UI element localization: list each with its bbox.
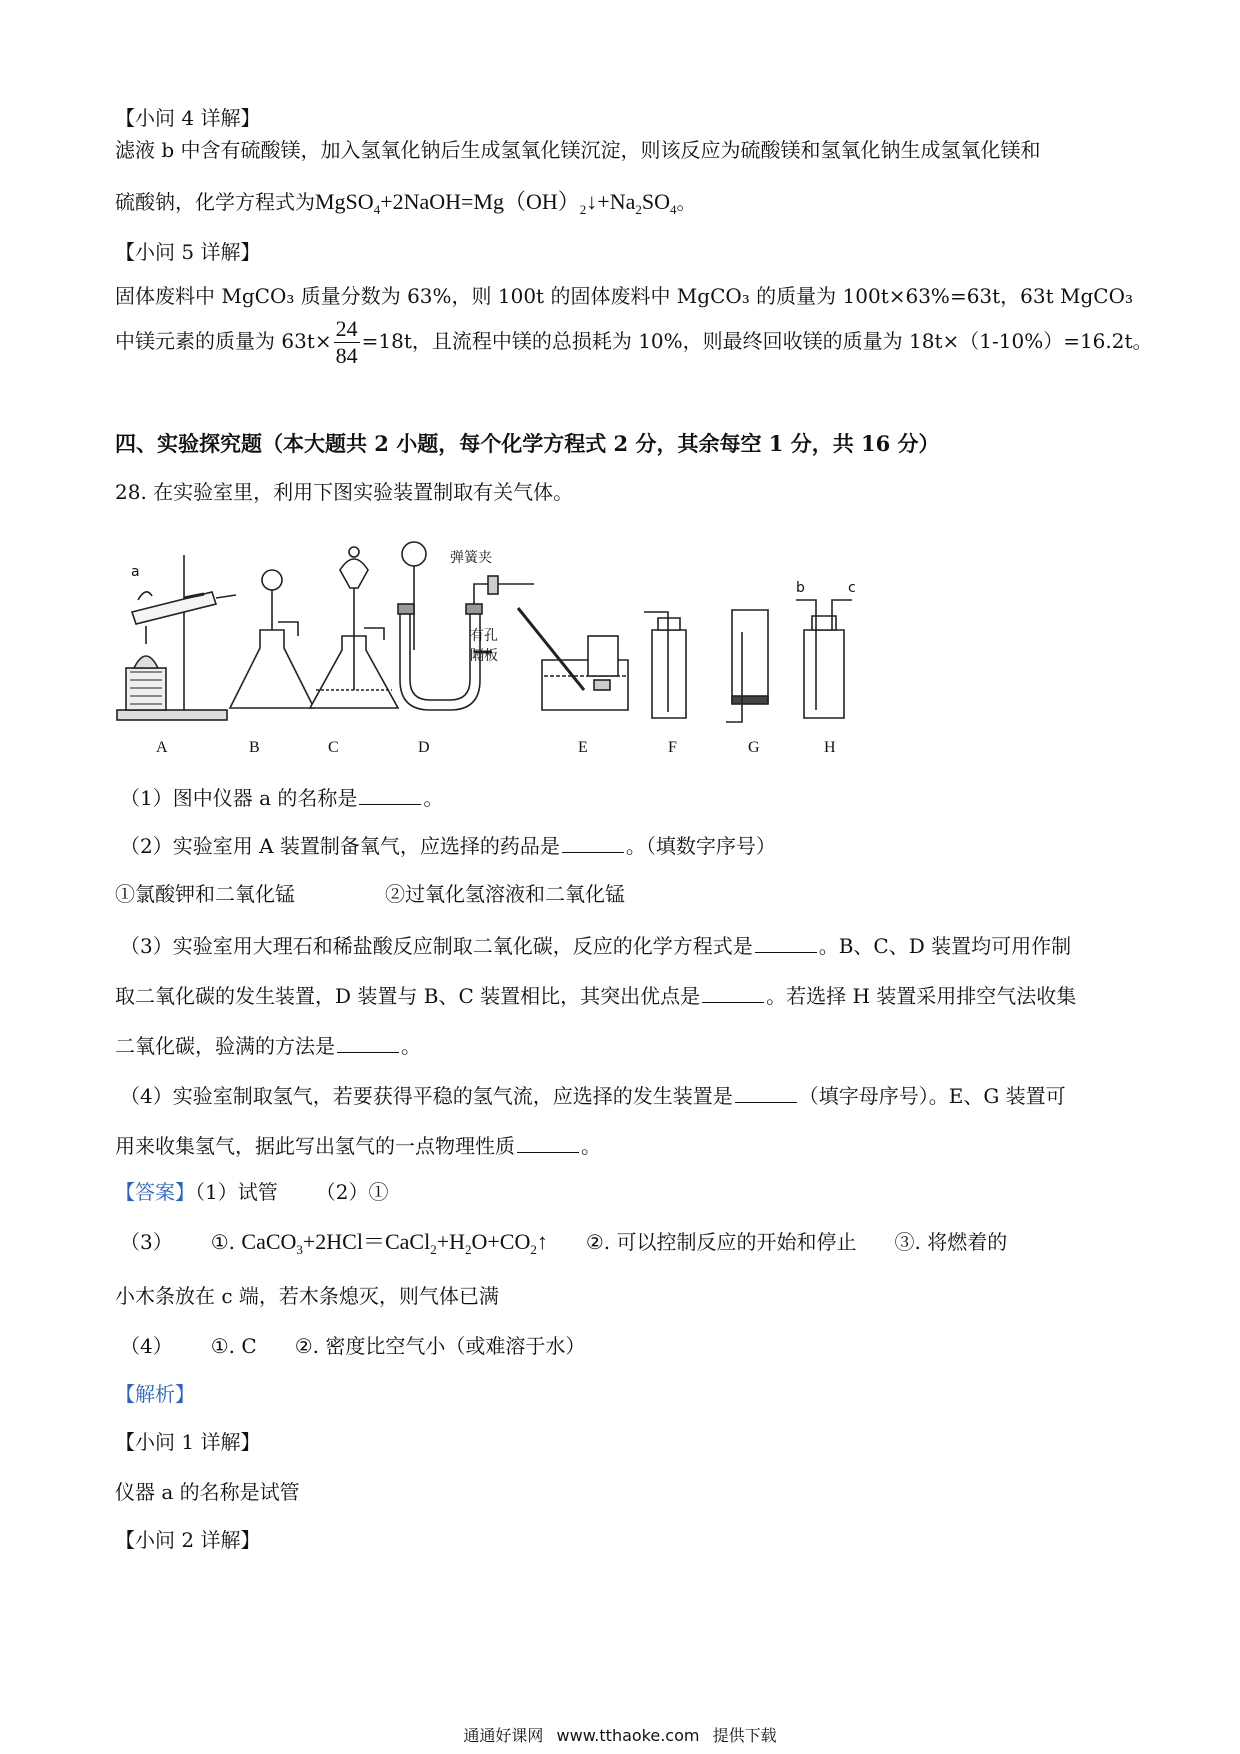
q28-stem: 28. 在实验室里，利用下图实验装置制取有关气体。 <box>115 480 574 504</box>
sub5-heading: 【小问 5 详解】 <box>115 240 261 264</box>
apparatus-g-drawing <box>726 610 768 722</box>
label-a: a <box>131 564 140 580</box>
part1-text: （1）图中仪器 a 的名称是 <box>120 786 358 810</box>
part1-blank <box>359 786 421 805</box>
answer-4a: ①. C <box>210 1334 257 1358</box>
mgso4-equation: $MgSO_4+2NaOH=Mg(OH)_2↓+Na_2SO_4$ <box>315 189 677 217</box>
q28-part2 <box>120 830 776 862</box>
analysis-label: 【解析】 <box>115 1382 195 1406</box>
q28-part4-line1 <box>120 1080 1066 1112</box>
label-c: c <box>848 580 856 596</box>
part4-text-1-suffix: （填字母序号）。E、G 装置可 <box>798 1084 1066 1108</box>
answer-line-3 <box>120 1226 1007 1261</box>
page-footer <box>0 1723 1240 1746</box>
q28-part3-line1 <box>120 930 1071 962</box>
sub4-heading: 【小问 4 详解】 <box>115 106 261 130</box>
part2-suffix: 。（填数字序号） <box>625 834 776 858</box>
option-1: ①氯酸钾和二氧化锰 <box>115 882 295 906</box>
apparatus-h-drawing <box>796 600 852 718</box>
part3-blank-1 <box>755 934 817 953</box>
apparatus-label-g: G <box>748 739 760 756</box>
answer-3-continued: 小木条放在 c 端，若木条熄灭，则气体已满 <box>115 1284 499 1308</box>
part4-blank-2 <box>517 1134 579 1153</box>
footer-tail: 提供下载 <box>712 1726 777 1745</box>
q28-options <box>115 878 625 910</box>
apparatus-label-c: C <box>328 739 339 756</box>
answer-4-label: （4） <box>120 1334 173 1358</box>
sub5-text-line2 <box>115 316 1153 369</box>
part3-text-2-suffix: 。若选择 H 装置采用排空气法收集 <box>766 984 1077 1008</box>
part3-text-1-suffix: 。B、C、D 装置均可用作制 <box>818 934 1072 958</box>
sub2-heading: 【小问 2 详解】 <box>115 1528 261 1552</box>
apparatus-label-b: B <box>249 739 260 756</box>
answer-3c: ③. 将燃着的 <box>894 1230 1008 1254</box>
part4-text-2-suffix: 。 <box>581 1134 601 1158</box>
apparatus-c-drawing <box>310 547 398 708</box>
fraction-numerator: 24 <box>335 316 358 341</box>
q28-part3-line3 <box>115 1030 421 1062</box>
label-plate-line1: 有孔 <box>470 628 498 644</box>
sub1-text: 仪器 a 的名称是试管 <box>115 1480 300 1504</box>
part2-text: （2）实验室用 A 装置制备氧气，应选择的药品是 <box>120 834 560 858</box>
section-heading: 四、实验探究题（本大题共 2 小题，每个化学方程式 2 分，其余每空 1 分，共 16 分） <box>115 431 940 456</box>
sub4-line2-prefix: 硫酸钠，化学方程式为 <box>115 190 315 214</box>
apparatus-label-h: H <box>824 739 836 756</box>
q28-part3-line2 <box>115 980 1076 1012</box>
caco3-equation: $CaCO_3+2HCl=CaCl_2+H_2O+CO_2↑$ <box>241 1229 548 1257</box>
sub5-text-line1: 固体废料中 MgCO₃ 质量分数为 63%，则 100t 的固体废料中 MgCO₃ 的质量为 100t×63%=63t，63t MgCO₃ <box>115 284 1134 308</box>
apparatus-label-f: F <box>668 739 677 756</box>
label-b: b <box>796 580 805 596</box>
apparatus-d-drawing <box>398 542 534 710</box>
sub1-heading: 【小问 1 详解】 <box>115 1430 261 1454</box>
part4-text-2: 用来收集氢气，据此写出氢气的一点物理性质 <box>115 1134 515 1158</box>
answer-line-4 <box>120 1330 585 1362</box>
apparatus-b-drawing <box>230 570 314 708</box>
part3-text-3: 二氧化碳，验满的方法是 <box>115 1034 335 1058</box>
apparatus-figure <box>112 540 972 760</box>
answer-3-label: （3） <box>120 1230 173 1254</box>
part3-text-3-suffix: 。 <box>401 1034 421 1058</box>
part1-suffix: 。 <box>423 786 444 810</box>
footer-url[interactable]: www.tthaoke.com <box>556 1726 700 1745</box>
sub4-text-line1: 滤液 b 中含有硫酸镁，加入氢氧化钠后生成氢氧化镁沉淀，则该反应为硫酸镁和氢氧化钠生成氢氧化镁和 <box>115 138 1041 162</box>
apparatus-f-drawing <box>644 612 686 718</box>
answer-line-1 <box>115 1176 388 1208</box>
answer-2: （2）① <box>315 1180 389 1204</box>
part3-text-2: 取二氧化碳的发生装置，D 装置与 B、C 装置相比，其突出优点是 <box>115 984 701 1008</box>
footer-site-name: 通通好课网 <box>463 1726 544 1745</box>
sub5-line2-prefix: 中镁元素的质量为 63t× <box>115 329 332 353</box>
option-2: ②过氧化氢溶液和二氧化锰 <box>385 882 625 906</box>
label-spring-clamp: 弹簧夹 <box>450 550 492 566</box>
part2-blank <box>562 834 624 853</box>
sub5-line2-suffix: =18t，且流程中镁的总损耗为 10%，则最终回收镁的质量为 18t×（1-10%）=16.2t。 <box>361 329 1153 353</box>
answer-3b: ②. 可以控制反应的开始和停止 <box>585 1230 857 1254</box>
sub4-line2-suffix: 。 <box>676 190 697 214</box>
q28-part1 <box>120 782 443 814</box>
apparatus-label-a: A <box>156 739 168 756</box>
part4-text-1: （4）实验室制取氢气，若要获得平稳的氢气流，应选择的发生装置是 <box>120 1084 733 1108</box>
answer-label: 【答案】 <box>115 1180 195 1204</box>
fraction-denominator: 84 <box>335 343 358 368</box>
label-plate-line2: 隔板 <box>470 648 498 664</box>
answer-3a-prefix: ①. <box>210 1230 242 1254</box>
part4-blank-1 <box>735 1084 797 1103</box>
answer-4b: ②. 密度比空气小（或难溶于水） <box>294 1334 586 1358</box>
part3-blank-3 <box>337 1034 399 1053</box>
answer-1: （1）试管 <box>195 1180 278 1204</box>
mass-fraction <box>334 316 360 369</box>
part3-blank-2 <box>702 984 764 1003</box>
apparatus-e-drawing <box>518 608 628 710</box>
part3-text-1: （3）实验室用大理石和稀盐酸反应制取二氧化碳，反应的化学方程式是 <box>120 934 753 958</box>
q28-part4-line2 <box>115 1130 601 1162</box>
apparatus-label-e: E <box>578 739 588 756</box>
apparatus-label-d: D <box>418 739 430 756</box>
sub4-text-line2 <box>115 186 696 221</box>
